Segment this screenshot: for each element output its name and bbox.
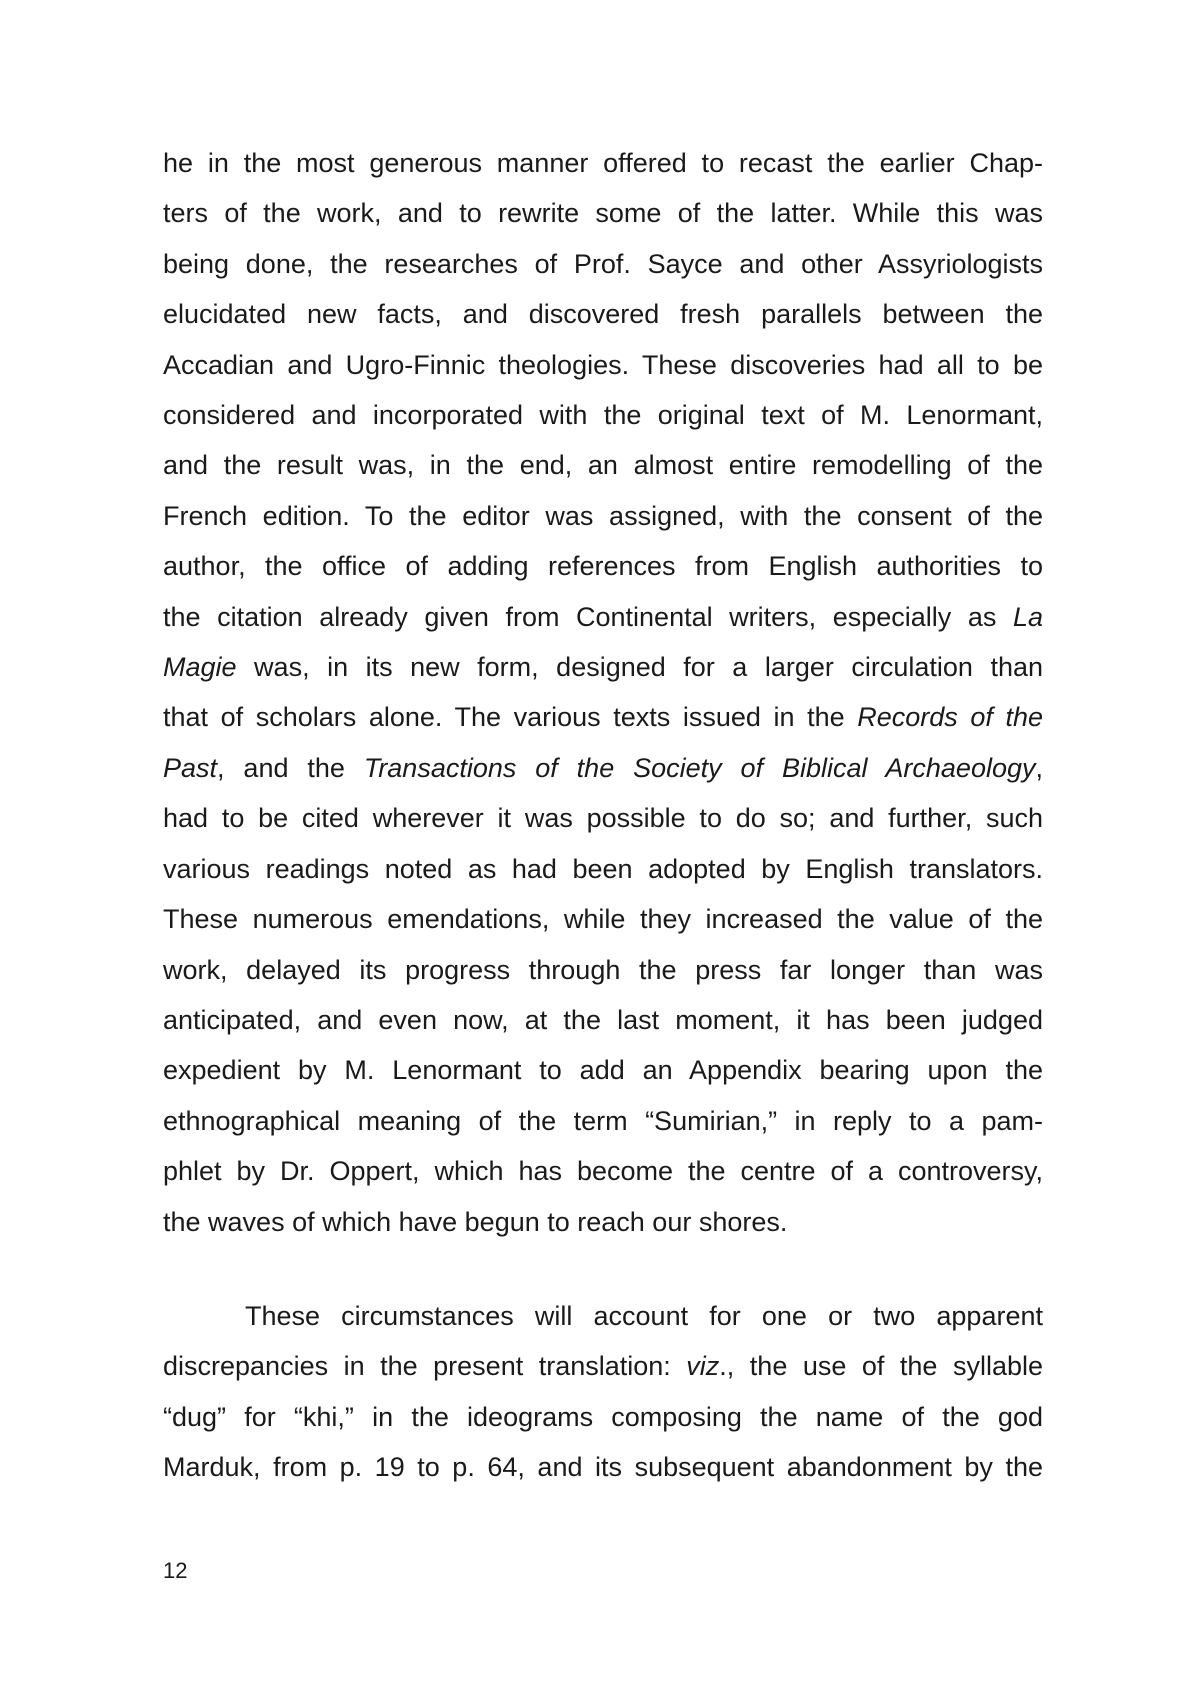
italic-title: Past bbox=[163, 752, 218, 783]
italic-title: La bbox=[1012, 601, 1043, 632]
text-line: These circumstances will account for one or two apparent bbox=[245, 1301, 1043, 1331]
text-run: , bbox=[1035, 752, 1044, 783]
italic-abbreviation: viz bbox=[686, 1351, 720, 1382]
text-line bbox=[163, 592, 1043, 642]
text-run: that of scholars alone. The various texts issued in the bbox=[163, 702, 858, 733]
italic-title: Records of the bbox=[857, 702, 1044, 733]
text-line bbox=[163, 1341, 1043, 1391]
text-line: French edition. To the editor was assigned, with the consent of the bbox=[163, 500, 1043, 531]
text-line: various readings noted as had been adopted by English translators. bbox=[163, 853, 1043, 884]
text-run: was, in its new form, designed for a larger circulation than bbox=[236, 652, 1043, 683]
text-line bbox=[163, 642, 1043, 692]
text-line: ethnographical meaning of the term “Sumirian,” in reply to a pam- bbox=[163, 1105, 1043, 1136]
text-line: the waves of which have begun to reach our shores. bbox=[163, 1206, 788, 1237]
text-line: Marduk, from p. 19 to p. 64, and its subsequent abandonment by the bbox=[163, 1452, 1043, 1483]
text-run: discrepancies in the present translation: bbox=[163, 1351, 687, 1382]
text-line: being done, the researches of Prof. Sayce and other Assyriologists bbox=[163, 248, 1043, 279]
text-line: “dug” for “khi,” in the ideograms composing the name of the god bbox=[163, 1401, 1043, 1432]
text-line: elucidated new facts, and discovered fresh parallels between the bbox=[163, 299, 1043, 330]
text-line: Accadian and Ugro-Finnic theologies. These discoveries had all to be bbox=[163, 349, 1043, 380]
text-line: expedient by M. Lenormant to add an Appendix bearing upon the bbox=[163, 1055, 1043, 1086]
text-line bbox=[163, 692, 1043, 742]
text-line: anticipated, and even now, at the last moment, it has been judged bbox=[163, 1004, 1043, 1035]
text-run: ., the use of the syllable bbox=[719, 1351, 1043, 1382]
paragraph-1 bbox=[163, 138, 1043, 1247]
page-number: 12 bbox=[163, 1558, 188, 1583]
text-line: phlet by Dr. Oppert, which has become the centre of a controversy, bbox=[163, 1156, 1043, 1187]
italic-title: Magie bbox=[163, 652, 237, 683]
text-run: the citation already given from Continental writers, especially as bbox=[163, 601, 1013, 632]
text-line: had to be cited wherever it was possible to do so; and further, such bbox=[163, 803, 1043, 834]
text-line: ters of the work, and to rewrite some of the latter. While this was bbox=[163, 198, 1043, 229]
italic-title: Transactions of the Society of Biblical Archaeology bbox=[363, 752, 1036, 783]
paragraph-2 bbox=[163, 1291, 1043, 1493]
text-run: , and the bbox=[217, 752, 364, 783]
text-line: and the result was, in the end, an almost entire remodelling of the bbox=[163, 450, 1043, 481]
text-line: author, the office of adding references from English authorities to bbox=[163, 551, 1043, 582]
text-line: work, delayed its progress through the press far longer than was bbox=[163, 954, 1043, 985]
text-line: considered and incorporated with the original text of M. Lenormant, bbox=[163, 400, 1043, 431]
text-line: These numerous emendations, while they increased the value of the bbox=[163, 904, 1043, 935]
text-line bbox=[163, 743, 1043, 793]
text-line: he in the most generous manner offered to recast the earlier Chap- bbox=[163, 148, 1043, 178]
